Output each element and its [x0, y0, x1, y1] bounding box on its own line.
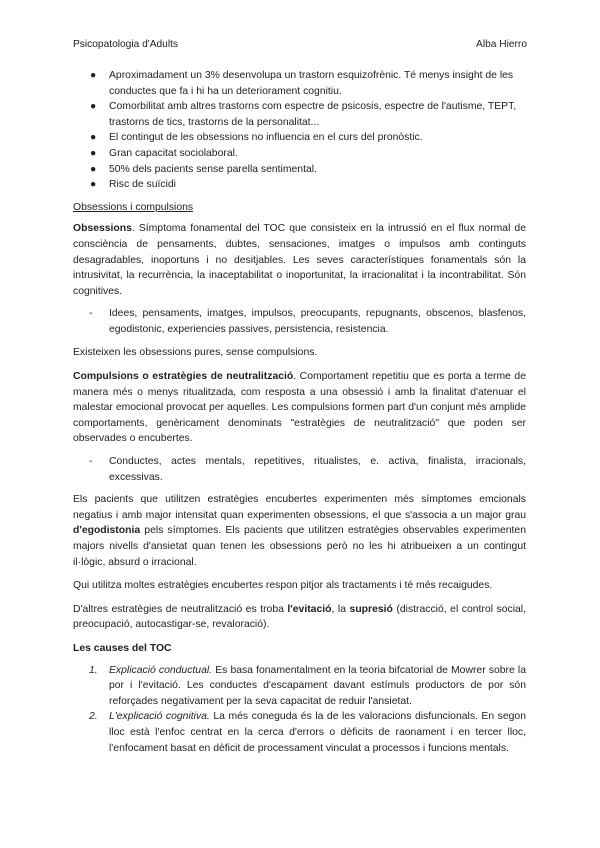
bullet-icon: ●	[90, 147, 97, 159]
list-item: - Conductes, actes mentals, repetitives, ritualistes, e. activa, finalista, irracionals, excessivas.	[89, 456, 526, 483]
obsessions-term: Obsessions	[73, 223, 132, 235]
obsessions-dash-list	[73, 306, 526, 337]
bullet-icon: ●	[90, 101, 97, 113]
header-author: Alba Hierro	[476, 39, 527, 50]
list-item: ● Gran capacitat sociolaboral.	[73, 146, 526, 162]
obsessions-paragraph: Obsessions. Símptoma fonamental del TOC que consisteix en la intrussió en el flux normal de consciència de pensaments, dubtes, sensaciones, imatges o impulsos amb continguts desagradables, inoportuns i no desitjables. Les seves característiques fonamentals són la intrusivitat, la recurrència, la inaceptabilitat o inoportunitat, la irracionalitat i la incontrabilitat. Són cognitives.	[73, 223, 526, 297]
covert-strategies-paragraph: Els pacients que utilitzen estratègies encubertes experimenten més símptomes emcionals negatius i amb major intensitat quan experimenten obsessions, el que s'associa a un major grau d'egodistonia pels símptomes. Els pacients que utilitzen estratègies observables experimenten majors nivells d'ansietat quan tenen les obsessions però no les hi atribueixen a un contingut il·lògic, absurd o irracional.	[73, 494, 526, 568]
other-strategies-paragraph: D'altres estratègies de neutralització es troba l'evitació, la supresió (distracció, el control social, preocupació, autocastigar-se, revaloració).	[73, 603, 526, 631]
list-number: 1.	[89, 664, 98, 676]
section-title: Obsessions i compulsions	[73, 201, 194, 213]
pure-obsessions-paragraph: Existeixen les obsessions pures, sense compulsions.	[73, 346, 318, 358]
list-item: ● Aproximadament un 3% desenvolupa un trastorn esquizofrènic. Té menys insight de les conductes que fa i hi ha un deteriorament cognitiu.	[90, 70, 514, 97]
bullet-icon: ●	[90, 179, 97, 191]
treatment-response-paragraph: Qui utilitza moltes estratègies encubertes respon pitjor als tractaments i té més recaigudes.	[73, 580, 493, 592]
dash-icon: -	[89, 308, 93, 320]
list-item: ● El contingut de les obsessions no influencia en el curs del pronòstic.	[73, 130, 526, 146]
causes-numbered-list	[73, 663, 526, 757]
bullet-icon: ●	[90, 132, 97, 144]
list-item: - Idees, pensaments, imatges, impulsos, preocupants, repugnants, obscenos, blasfenos, egodistonic, experiencies passives, persistencia, resistencia.	[89, 308, 526, 335]
page-content	[73, 68, 526, 756]
compulsions-dash-list	[73, 454, 526, 485]
summary-bullet-list	[73, 68, 526, 193]
bullet-icon: ●	[90, 163, 97, 175]
list-item: 1. Explicació conductual. Es basa fonamentalment en la teoria bifcatorial de Mowrer sobre la por i l'evitació. Les conductes d'escapament davant estímuls productors de por són reforçades negativament per la seva capacitat de reduir l'ansietat.	[89, 664, 527, 707]
list-item: ● Risc de suïcidi	[73, 177, 526, 193]
compulsions-paragraph: Compulsions o estratègies de neutralització. Comportament repetitiu que es porta a terme de manera més o menys ritualitzada, com resposta a una obsessió i amb la finalitat d'atenuar el malestar emocional provocat per aquelles. Les compulsions formen part d'un conjunt més amplide comportaments, genèricament denominats "estratègies de neutralització" que poden ser observades o encubertes.	[73, 371, 526, 445]
header-course-title: Psicopatologia d'Adults	[73, 39, 179, 50]
compulsions-term: Compulsions o estratègies de neutralització	[73, 371, 294, 383]
list-item: ● Comorbilitat amb altres trastorns com espectre de psicosis, espectre de l'autisme, TEPT, trastorns de tics, trastorns de la personalitat...	[90, 101, 517, 128]
list-number: 2.	[89, 711, 98, 723]
bullet-icon: ●	[90, 70, 97, 81]
list-item: 2. L'explicació cognitiva. La més coneguda és la de les valoracions disfuncionals. En segon lloc està l'enfoc centrat en la cerca d'errors o dèficits de raonament i en tercer lloc, l'enfocament basat en dèficit de processament vinculat a processos i funcions mentals.	[89, 711, 526, 754]
causes-heading: Les causes del TOC	[73, 643, 172, 654]
list-item: ● 50% dels pacients sense parella sentimental.	[73, 162, 526, 178]
dash-icon: -	[89, 456, 93, 468]
